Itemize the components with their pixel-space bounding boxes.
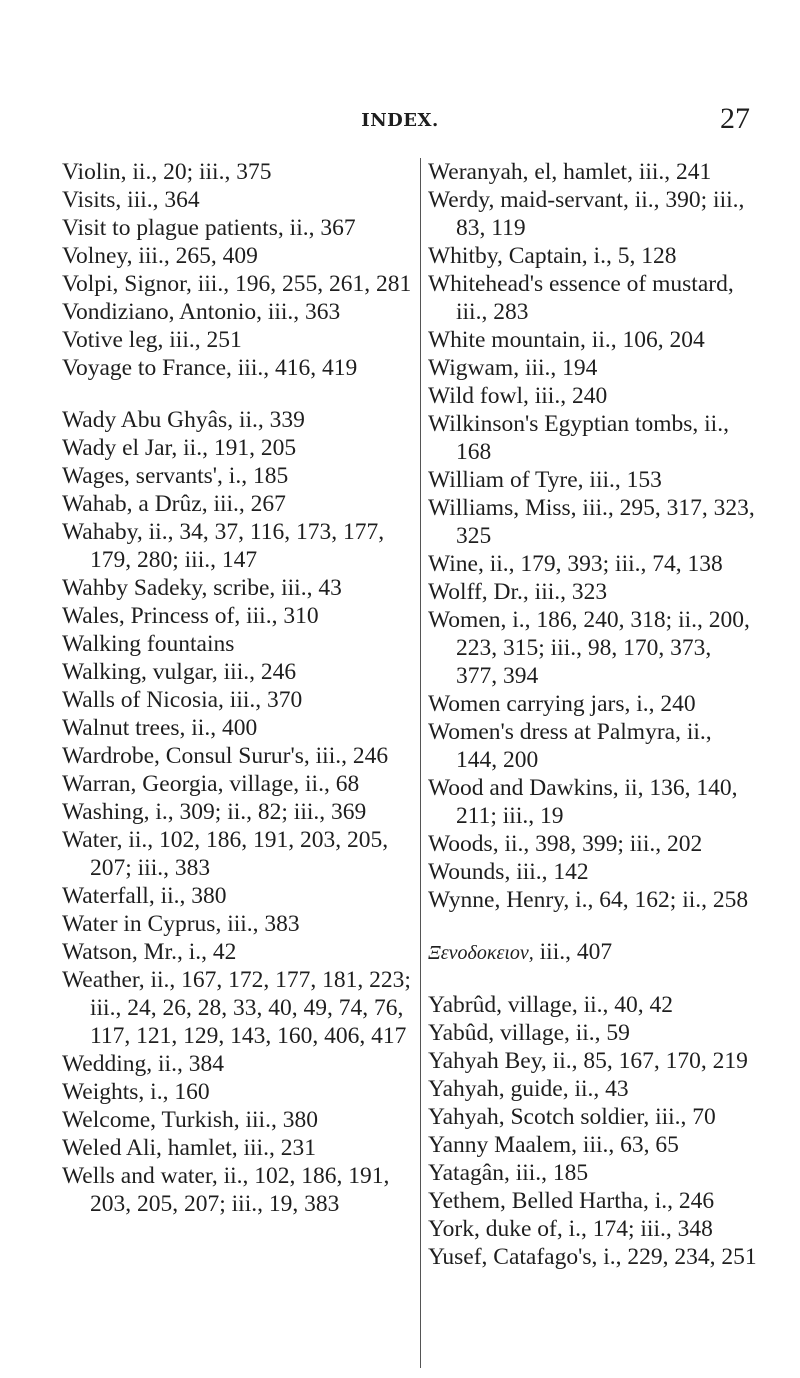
index-entry: Weather, ii., 167, 172, 177, 181, 223; iii., 24, 26, 28, 33, 40, 49, 74, 76, 117, 121, 129, 143, 160, 406, 417 bbox=[62, 967, 411, 1049]
section-gap bbox=[428, 967, 758, 991]
section-gap bbox=[428, 914, 758, 938]
index-entry: William of Tyre, iii., 153 bbox=[428, 467, 662, 493]
index-column-left bbox=[62, 158, 412, 1218]
index-column-right bbox=[428, 158, 758, 1271]
index-entry: Yatagân, iii., 185 bbox=[428, 1160, 589, 1186]
index-entry: Wahaby, ii., 34, 37, 116, 173, 177, 179, 280; iii., 147 bbox=[62, 519, 385, 573]
index-entry: Yethem, Belled Hartha, i., 246 bbox=[428, 1188, 715, 1214]
index-entry: Wady el Jar, ii., 191, 205 bbox=[62, 435, 297, 461]
index-entry: Whitehead's essence of mustard, iii., 283 bbox=[428, 271, 734, 325]
index-entry: Walnut trees, ii., 400 bbox=[62, 715, 258, 741]
index-entry: Woods, ii., 398, 399; iii., 202 bbox=[428, 831, 703, 857]
index-entry: Warran, Georgia, village, ii., 68 bbox=[62, 771, 360, 797]
index-entry: Women carrying jars, i., 240 bbox=[428, 691, 696, 717]
y-entries bbox=[428, 991, 758, 1271]
index-entry: Wolff, Dr., iii., 323 bbox=[428, 579, 608, 605]
column-divider bbox=[420, 158, 421, 1368]
index-entry: Weights, i., 160 bbox=[62, 1079, 210, 1105]
index-entry: Wood and Dawkins, ii, 136, 140, 211; iii., 19 bbox=[428, 775, 738, 829]
index-entry: Yahyah Bey, ii., 85, 167, 170, 219 bbox=[428, 1048, 748, 1074]
index-entry: Wigwam, iii., 194 bbox=[428, 355, 598, 381]
index-entry: White mountain, ii., 106, 204 bbox=[428, 327, 705, 353]
page-header bbox=[0, 102, 800, 138]
index-entry: Women's dress at Palmyra, ii., 144, 200 bbox=[428, 719, 712, 773]
greek-term: Ξενοδοκειον, bbox=[428, 942, 534, 964]
index-entry: Wales, Princess of, iii., 310 bbox=[62, 603, 319, 629]
index-entry: Walking fountains bbox=[62, 631, 235, 657]
entry-reference: iii., 407 bbox=[533, 939, 613, 965]
index-entry: Wedding, ii., 384 bbox=[62, 1051, 224, 1077]
v-entries bbox=[62, 158, 412, 382]
index-entry-x bbox=[428, 938, 758, 967]
index-entry: Visits, iii., 364 bbox=[62, 187, 200, 213]
index-entry: Violin, ii., 20; iii., 375 bbox=[62, 159, 272, 185]
index-entry: Wine, ii., 179, 393; iii., 74, 138 bbox=[428, 551, 723, 577]
index-entry: Weranyah, el, hamlet, iii., 241 bbox=[428, 159, 712, 185]
index-entry: Wady Abu Ghyâs, ii., 339 bbox=[62, 407, 305, 433]
section-gap bbox=[62, 382, 412, 406]
index-entry: Yabrûd, village, ii., 40, 42 bbox=[428, 992, 674, 1018]
index-entry: Water in Cyprus, iii., 383 bbox=[62, 911, 300, 937]
index-entry: Visit to plague patients, ii., 367 bbox=[62, 215, 356, 241]
index-entry: Yanny Maalem, iii., 63, 65 bbox=[428, 1132, 679, 1158]
index-entry: Water, ii., 102, 186, 191, 203, 205, 207; iii., 383 bbox=[62, 827, 389, 881]
index-entry: Williams, Miss, iii., 295, 317, 323, 325 bbox=[428, 495, 755, 549]
index-entry: Yabûd, village, ii., 59 bbox=[428, 1020, 630, 1046]
index-entry: Wild fowl, iii., 240 bbox=[428, 383, 608, 409]
index-entry: Wardrobe, Consul Surur's, iii., 246 bbox=[62, 743, 389, 769]
index-entry: Waterfall, ii., 380 bbox=[62, 883, 227, 909]
index-entry: Volney, iii., 265, 409 bbox=[62, 243, 258, 269]
index-entry: Yusef, Catafago's, i., 229, 234, 251 bbox=[428, 1244, 757, 1270]
index-entry: Walking, vulgar, iii., 246 bbox=[62, 659, 297, 685]
index-entry: Wahab, a Drûz, iii., 267 bbox=[62, 491, 286, 517]
index-entry: Washing, i., 309; ii., 82; iii., 369 bbox=[62, 799, 367, 825]
index-entry: Wells and water, ii., 102, 186, 191, 203, 205, 207; iii., 19, 383 bbox=[62, 1163, 390, 1217]
index-entry: Walls of Nicosia, iii., 370 bbox=[62, 687, 303, 713]
index-entry: Women, i., 186, 240, 318; ii., 200, 223, 315; iii., 98, 170, 373, 377, 394 bbox=[428, 607, 750, 689]
index-entry: Watson, Mr., i., 42 bbox=[62, 939, 237, 965]
index-entry: Wynne, Henry, i., 64, 162; ii., 258 bbox=[428, 887, 749, 913]
index-entry: Yahyah, guide, ii., 43 bbox=[428, 1076, 629, 1102]
index-entry: Volpi, Signor, iii., 196, 255, 261, 281 bbox=[62, 271, 412, 297]
page-title: INDEX. bbox=[361, 110, 439, 131]
index-entry: Wages, servants', i., 185 bbox=[62, 463, 289, 489]
page-number: 27 bbox=[720, 102, 750, 135]
index-entry: York, duke of, i., 174; iii., 348 bbox=[428, 1216, 713, 1242]
index-entry: Welcome, Turkish, iii., 380 bbox=[62, 1107, 318, 1133]
index-entry: Votive leg, iii., 251 bbox=[62, 327, 242, 353]
index-entry: Wahby Sadeky, scribe, iii., 43 bbox=[62, 575, 342, 601]
index-entry: Weled Ali, hamlet, iii., 231 bbox=[62, 1135, 316, 1161]
index-entry: Yahyah, Scotch soldier, iii., 70 bbox=[428, 1104, 716, 1130]
w-entries bbox=[62, 406, 412, 1218]
index-entry: Voyage to France, iii., 416, 419 bbox=[62, 355, 358, 381]
index-entry: Whitby, Captain, i., 5, 128 bbox=[428, 243, 677, 269]
w-entries-continued bbox=[428, 158, 758, 914]
index-entry: Werdy, maid-servant, ii., 390; iii., 83, 119 bbox=[428, 187, 745, 241]
index-entry: Wilkinson's Egyptian tombs, ii., 168 bbox=[428, 411, 729, 465]
index-entry: Wounds, iii., 142 bbox=[428, 859, 589, 885]
index-entry: Vondiziano, Antonio, iii., 363 bbox=[62, 299, 341, 325]
